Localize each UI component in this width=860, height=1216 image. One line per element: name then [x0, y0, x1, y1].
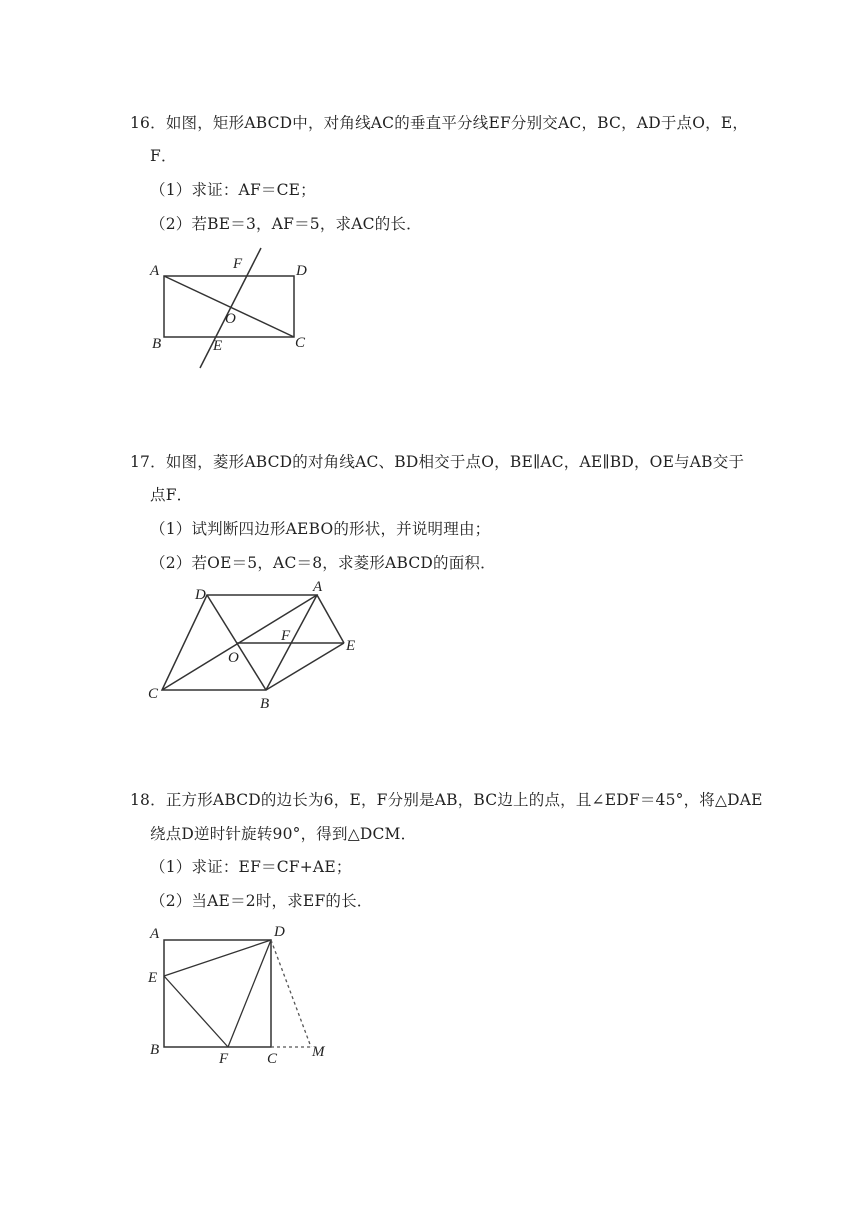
diagonal-ac — [164, 276, 294, 337]
label-a: A — [150, 926, 160, 942]
problem-17-part2: （2）若OE＝5，AC＝8，求菱形ABCD的面积． — [150, 554, 496, 572]
segment-ae — [317, 595, 344, 643]
segment-df — [228, 940, 271, 1047]
problem-16-number: 16． — [130, 114, 166, 132]
problem-16-stem-line2: F． — [150, 147, 177, 165]
problem-18-stem-text: 正方形ABCD的边长为6，E，F分别是AB，BC边上的点，且∠EDF＝45°，将△DAE — [165, 791, 763, 809]
label-f: F — [281, 628, 291, 644]
segment-de — [164, 940, 271, 976]
label-a: A — [150, 263, 160, 279]
label-d: D — [274, 924, 285, 940]
problem-18-figure — [140, 918, 350, 1068]
problem-18-number: 18． — [130, 791, 166, 809]
problem-18-part2: （2）当AE＝2时，求EF的长． — [150, 892, 373, 910]
problem-18-part1: （1）求证：EF＝CF+AE； — [150, 858, 352, 876]
label-c: C — [295, 335, 306, 351]
problem-16-part2: （2）若BE＝3，AF＝5，求AC的长． — [150, 215, 422, 233]
segment-ef — [164, 976, 228, 1047]
segment-dm — [271, 940, 311, 1047]
problem-17-part1: （1）试判断四边形AEBO的形状，并说明理由； — [150, 520, 491, 538]
label-m: M — [312, 1044, 325, 1060]
problem-16-figure — [140, 240, 340, 375]
problem-16-stem-text: 如图，矩形ABCD中，对角线AC的垂直平分线EF分别交AC，BC，AD于点O，E， — [165, 114, 749, 132]
label-d: D — [296, 263, 307, 279]
label-o: O — [225, 311, 236, 327]
problem-18-stem-line2: 绕点D逆时针旋转90°，得到△DCM． — [150, 825, 417, 843]
segment-be — [266, 643, 344, 690]
label-b: B — [150, 1042, 160, 1058]
label-a: A — [313, 579, 323, 595]
problem-16-stem-line1 — [130, 113, 748, 133]
label-e: E — [213, 338, 223, 354]
label-e: E — [148, 970, 158, 986]
label-c: C — [148, 686, 159, 702]
label-c: C — [267, 1051, 278, 1067]
problem-17-figure — [140, 580, 370, 715]
label-e: E — [346, 638, 356, 654]
problem-18-stem-line1 — [130, 790, 763, 810]
problem-17-stem-text: 如图，菱形ABCD的对角线AC、BD相交于点O，BE∥AC，AE∥BD，OE与AB交于 — [165, 453, 745, 471]
problem-16-part1: （1）求证：AF＝CE； — [150, 181, 316, 199]
label-d: D — [195, 587, 206, 603]
label-b: B — [152, 336, 162, 352]
bisector-ef — [200, 248, 261, 368]
label-f: F — [219, 1051, 229, 1067]
label-o: O — [228, 650, 239, 666]
label-b: B — [260, 696, 270, 712]
problem-17-stem-line1 — [130, 452, 744, 472]
label-f: F — [233, 256, 243, 272]
problem-17-stem-line2: 点F． — [150, 486, 193, 504]
problem-17-number: 17． — [130, 453, 166, 471]
